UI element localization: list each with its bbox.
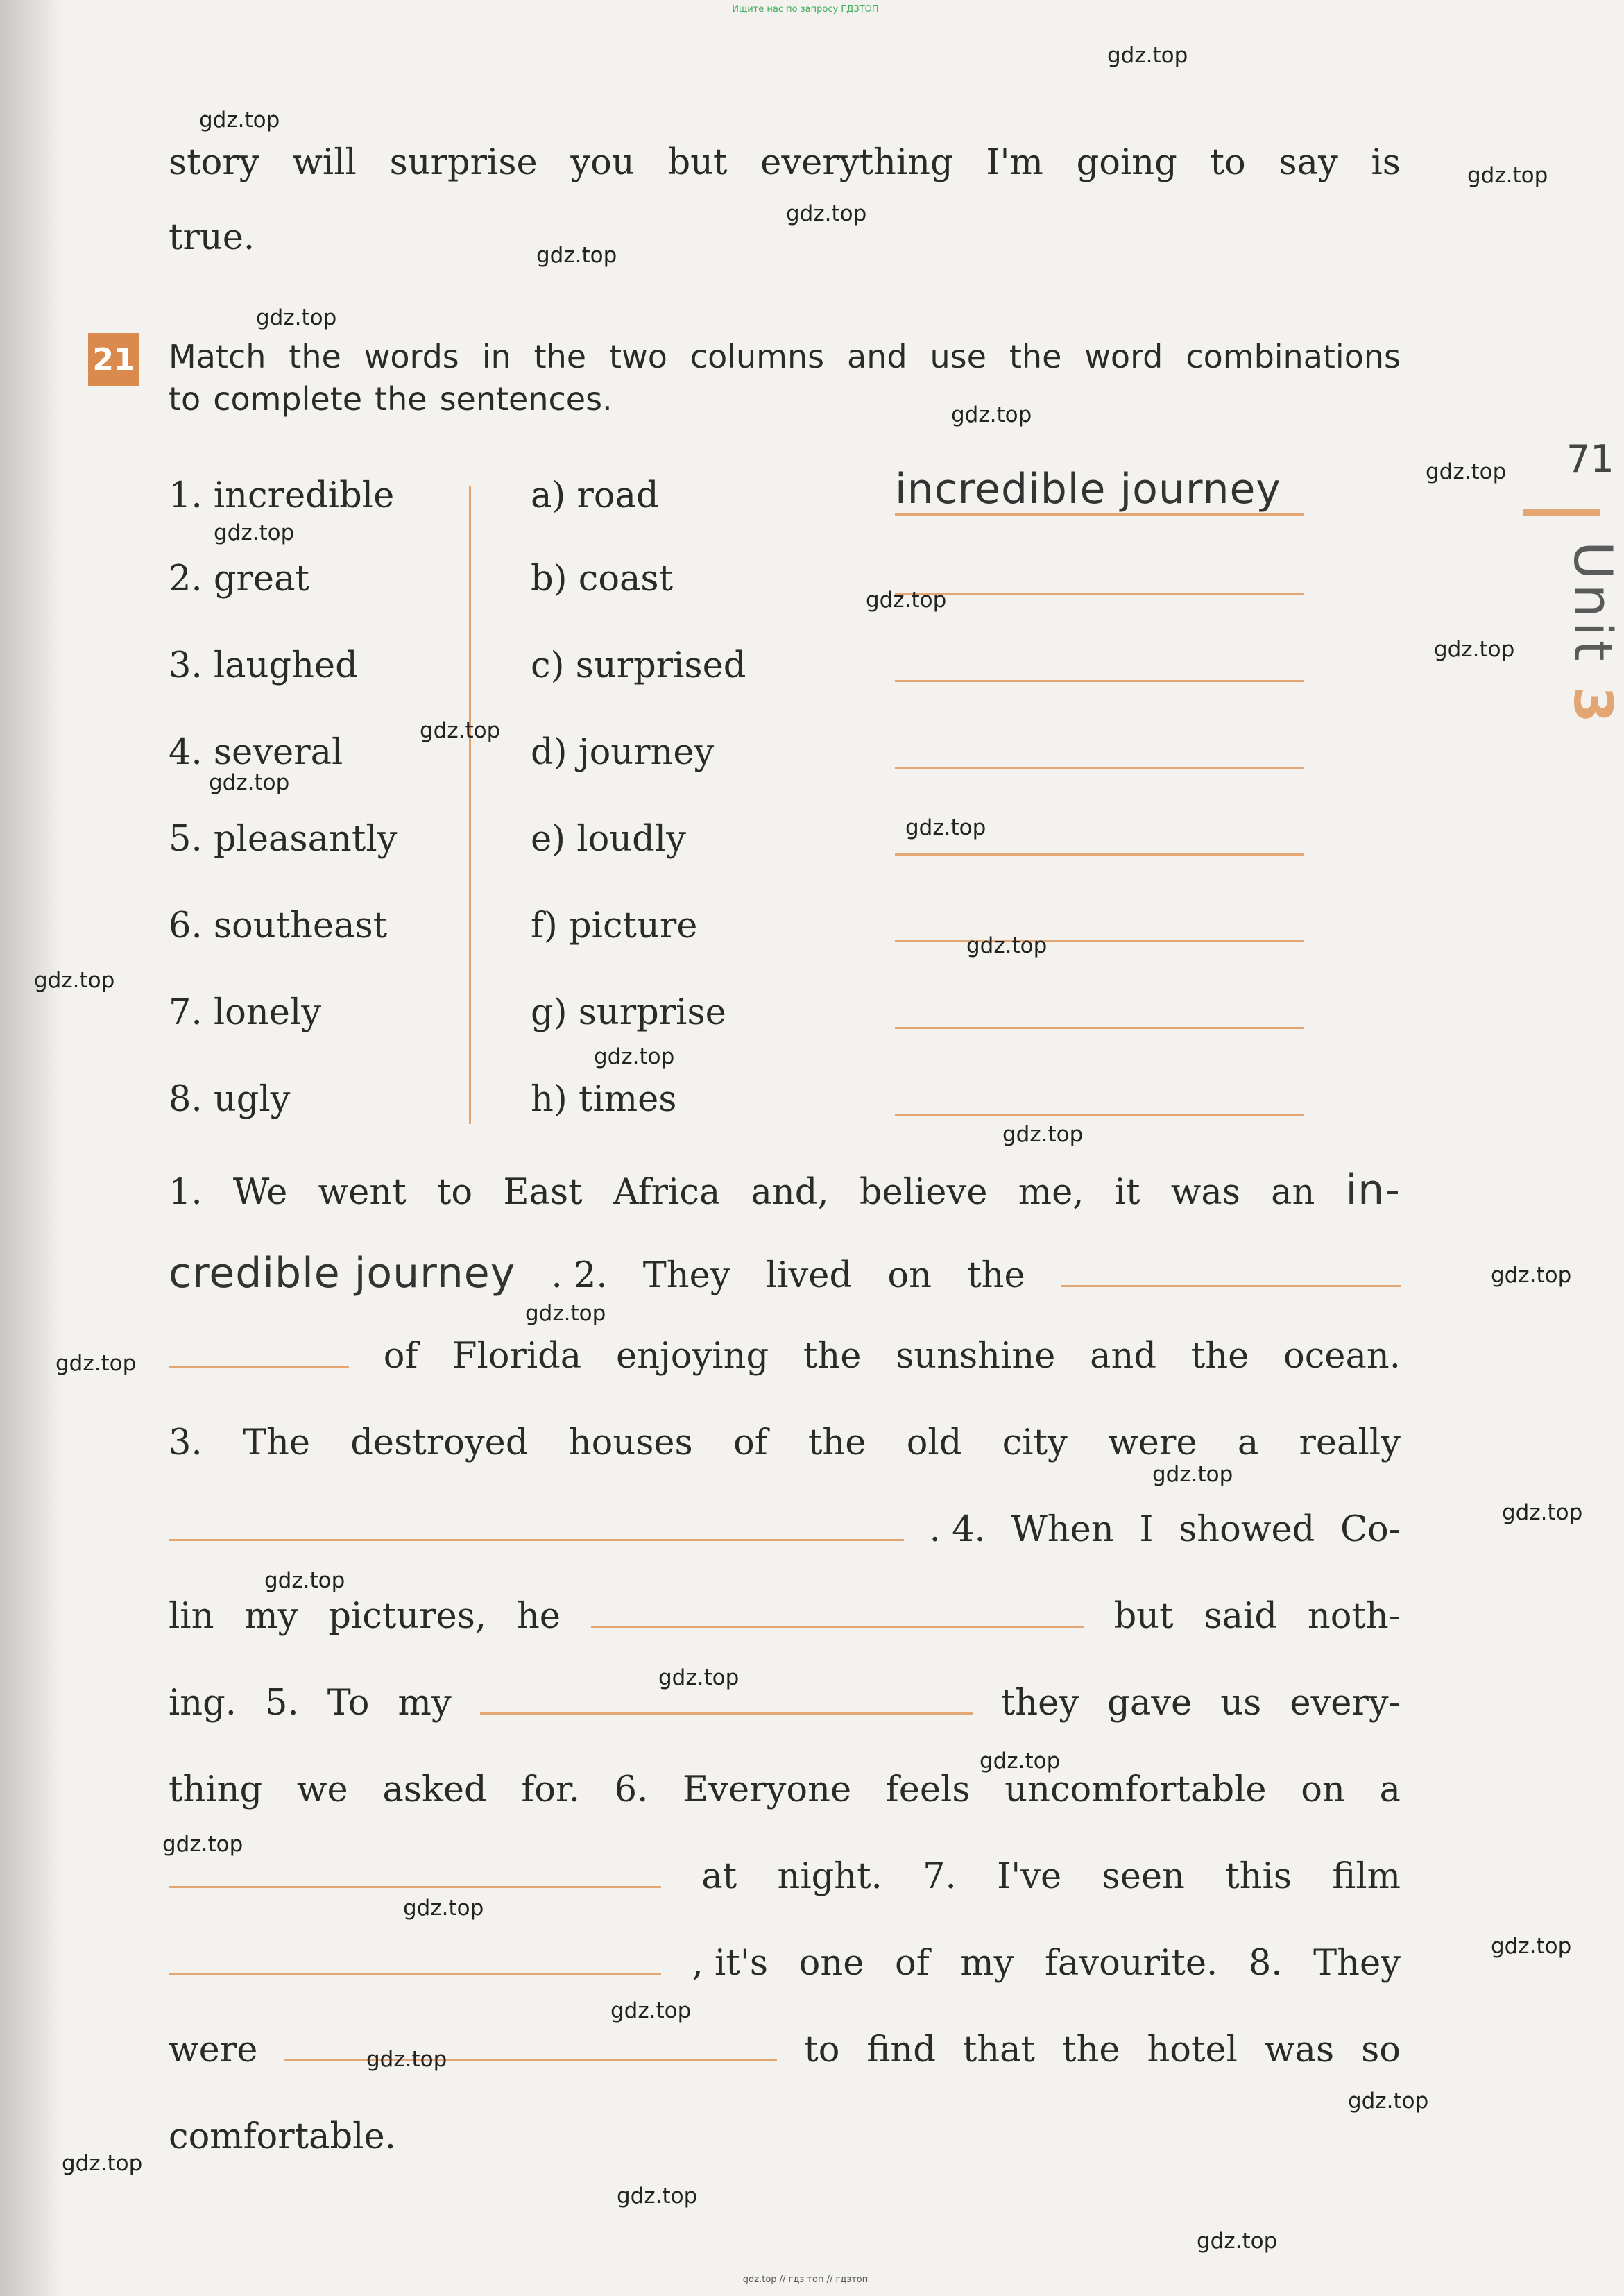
answer-line xyxy=(895,853,1304,856)
answer-blank xyxy=(169,1511,904,1541)
instruction-line-1: Match the words in the two columns and use the word combinations xyxy=(169,338,1401,375)
page-number-bar xyxy=(1523,509,1600,516)
column-b-item: e) loudly xyxy=(531,819,686,860)
answer-line xyxy=(895,1114,1304,1116)
answer-blank xyxy=(284,2032,777,2061)
column-a-item: 3. laughed xyxy=(169,645,358,686)
answer-line xyxy=(895,767,1304,769)
answer-line xyxy=(895,1027,1304,1029)
watermark-text: gdz.top xyxy=(658,1665,740,1690)
column-a-item: 8. ugly xyxy=(169,1079,291,1120)
column-divider xyxy=(469,486,471,1124)
sentence-line-1: 1. We went to East Africa and, believe me, it was an in- xyxy=(169,1166,1401,1214)
column-a-item: 5. pleasantly xyxy=(169,819,398,860)
watermark-text: gdz.top xyxy=(786,201,867,226)
watermark-text: gdz.top xyxy=(525,1301,606,1326)
sentence-line-6: lin my pictures, he but said noth- xyxy=(169,1596,1401,1637)
column-a-item: 2. great xyxy=(169,559,309,599)
watermark-text: gdz.top xyxy=(1426,459,1507,484)
watermark-text: gdz.top xyxy=(1348,2089,1429,2114)
column-a-item: 7. lonely xyxy=(169,992,322,1033)
answer-blank xyxy=(169,1338,349,1368)
watermark-text: gdz.top xyxy=(1491,1934,1572,1959)
intro-line-1: story will surprise you but everything I'm going to say is xyxy=(169,142,1401,183)
column-b-item: a) road xyxy=(531,475,659,516)
watermark-text: gdz.top xyxy=(256,305,337,330)
watermark-text: gdz.top xyxy=(209,770,290,795)
watermark-text: gdz.top xyxy=(610,1998,692,2023)
answer-line xyxy=(895,593,1304,595)
watermark-text: gdz.top xyxy=(617,2184,698,2209)
answer-blank xyxy=(591,1598,1084,1628)
exercise-number: 21 xyxy=(88,333,139,386)
sentence-line-7: ing. 5. To my they gave us every- xyxy=(169,1683,1401,1724)
answer-line xyxy=(895,513,1304,516)
watermark-text: gdz.top xyxy=(905,815,986,840)
watermark-text: gdz.top xyxy=(1467,163,1548,188)
watermark-text: gdz.top xyxy=(1002,1122,1084,1147)
answer-line xyxy=(895,680,1304,682)
answer-blank xyxy=(169,1945,661,1975)
sentence-line-8: thing we asked for. 6. Everyone feels uncomfortable on a xyxy=(169,1769,1401,1810)
column-b-item: c) surprised xyxy=(531,645,746,686)
column-b-item: g) surprise xyxy=(531,992,726,1033)
instruction-line-2: to complete the sentences. xyxy=(169,380,613,418)
watermark-text: gdz.top xyxy=(1197,2229,1278,2254)
watermark-text: gdz.top xyxy=(55,1351,137,1376)
watermark-text: gdz.top xyxy=(951,402,1032,427)
watermark-text: gdz.top xyxy=(1107,43,1188,68)
watermark-text: gdz.top xyxy=(199,108,280,133)
answer-blank xyxy=(1061,1257,1401,1287)
handwritten-answer: credible journey xyxy=(169,1249,516,1298)
watermark-text: gdz.top xyxy=(162,1832,243,1857)
binding-shadow xyxy=(0,0,62,2296)
sentence-line-11: were to find that the hotel was so xyxy=(169,2030,1401,2070)
column-b-item: h) times xyxy=(531,1079,677,1120)
sentence-line-9: at night. 7. I've seen this film xyxy=(169,1856,1401,1897)
watermark-text: gdz.top xyxy=(403,1896,484,1921)
watermark-text: gdz.top xyxy=(866,588,947,613)
column-b-item: d) journey xyxy=(531,732,715,773)
watermark-text: gdz.top xyxy=(536,243,617,268)
watermark-text: gdz.top xyxy=(1491,1263,1572,1288)
sentence-line-10: , it's one of my favourite. 8. They xyxy=(169,1943,1401,1984)
watermark-text: gdz.top xyxy=(264,1568,345,1593)
sentence-line-4: 3. The destroyed houses of the old city were a really xyxy=(169,1422,1401,1463)
watermark-text: gdz.top xyxy=(1152,1462,1233,1487)
page-number: 71 xyxy=(1566,437,1614,481)
watermark-text: gdz.top xyxy=(366,2047,447,2072)
watermark-text: gdz.top xyxy=(1434,637,1515,662)
column-b-item: f) picture xyxy=(531,905,698,946)
footer-note: gdz.top // гдз топ // гдзтоп xyxy=(742,2274,869,2285)
unit-label: Unit 3 xyxy=(1562,541,1624,727)
watermark-text: gdz.top xyxy=(594,1044,675,1069)
watermark-text: gdz.top xyxy=(34,968,115,993)
handwritten-answer: incredible journey xyxy=(895,465,1281,513)
column-a-item: 1. incredible xyxy=(169,475,395,516)
watermark-text: gdz.top xyxy=(62,2151,143,2176)
intro-line-2: true. xyxy=(169,217,255,258)
watermark-text: gdz.top xyxy=(966,933,1048,958)
sentence-line-2: credible journey . 2. They lived on the xyxy=(169,1249,1401,1298)
sentence-line-5: . 4. When I showed Co- xyxy=(169,1509,1401,1550)
sentence-line-3: of Florida enjoying the sunshine and the ocean. xyxy=(169,1336,1401,1377)
column-b-item: b) coast xyxy=(531,559,674,599)
column-a-item: 4. several xyxy=(169,732,343,773)
watermark-text: gdz.top xyxy=(1502,1500,1583,1525)
watermark-text: gdz.top xyxy=(214,520,295,545)
answer-blank xyxy=(169,1858,661,1888)
watermark-text: gdz.top xyxy=(980,1749,1061,1774)
watermark-text: gdz.top xyxy=(420,718,501,743)
header-note: Ищите нас по запросу ГДЗТОП xyxy=(732,4,879,15)
sentence-line-12: comfortable. xyxy=(169,2116,396,2157)
column-a-item: 6. southeast xyxy=(169,905,388,946)
answer-line xyxy=(895,940,1304,942)
